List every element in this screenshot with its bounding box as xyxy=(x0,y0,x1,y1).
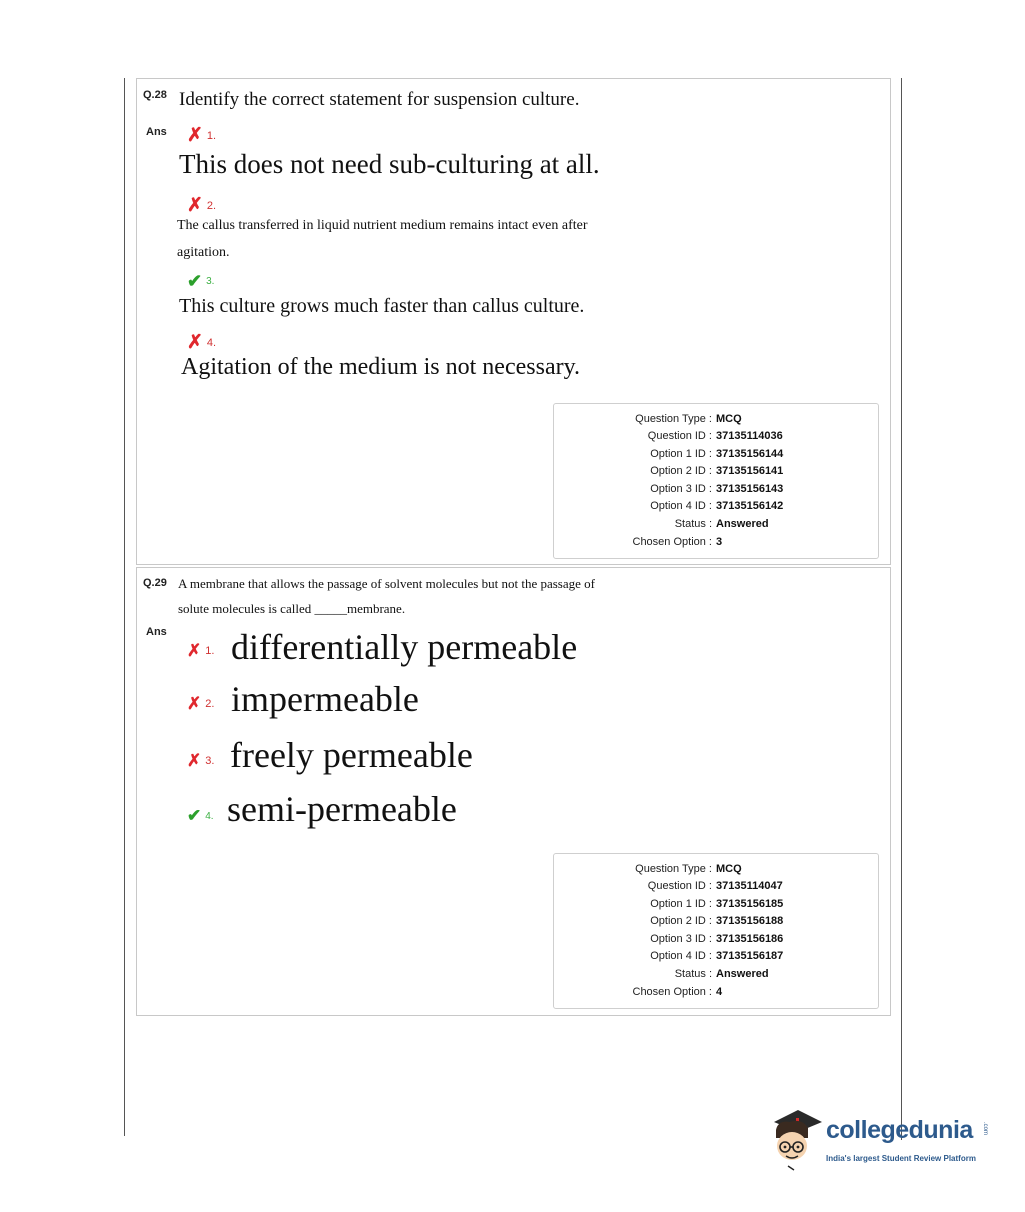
cross-icon: ✗ xyxy=(187,751,202,770)
meta-key: Option 3 ID : xyxy=(650,933,712,945)
question-text-line-1: A membrane that allows the passage of solvent molecules but not the passage of xyxy=(178,576,595,591)
option-3-text: freely permeable xyxy=(230,735,473,775)
meta-row xyxy=(554,950,878,962)
meta-key: Option 2 ID : xyxy=(650,465,712,477)
meta-key: Option 3 ID : xyxy=(650,483,712,495)
option-4-mark xyxy=(187,331,216,354)
cross-icon: ✗ xyxy=(187,641,202,660)
cross-icon: ✗ xyxy=(187,195,203,216)
option-1-mark xyxy=(187,124,216,147)
meta-value: MCQ xyxy=(716,413,742,425)
meta-key: Option 1 ID : xyxy=(650,898,712,910)
page-right-rule xyxy=(901,78,902,1140)
option-2-text-line-1: The callus transferred in liquid nutrient medium remains intact even after xyxy=(177,218,588,233)
meta-row xyxy=(554,933,878,945)
meta-value: 37135156187 xyxy=(716,950,784,962)
meta-value: 37135156185 xyxy=(716,898,784,910)
question-28-metadata xyxy=(553,403,879,559)
meta-value: MCQ xyxy=(716,863,742,875)
meta-key: Option 1 ID : xyxy=(650,448,712,460)
meta-value: 37135156141 xyxy=(716,465,784,477)
meta-row xyxy=(554,413,878,425)
meta-row xyxy=(554,518,878,530)
collegedunia-logo xyxy=(768,1104,993,1172)
meta-value: 37135156186 xyxy=(716,933,784,945)
cross-icon: ✗ xyxy=(187,694,202,713)
option-3-mark xyxy=(187,271,214,292)
meta-row xyxy=(554,968,878,980)
meta-value: Answered xyxy=(716,968,769,980)
option-1-mark xyxy=(187,641,214,661)
option-3-text: This culture grows much faster than callus culture. xyxy=(179,295,585,317)
check-icon: ✔ xyxy=(187,271,203,291)
option-2-text: impermeable xyxy=(231,679,419,719)
meta-value: 37135114047 xyxy=(716,880,783,892)
meta-key: Option 4 ID : xyxy=(650,950,712,962)
option-number: 4. xyxy=(206,336,217,349)
option-4-text: semi-permeable xyxy=(227,789,457,829)
meta-key: Option 4 ID : xyxy=(650,500,712,512)
option-2-text-line-2: agitation. xyxy=(177,245,230,260)
meta-key: Option 2 ID : xyxy=(650,915,712,927)
meta-key: Status : xyxy=(674,518,712,530)
page-left-rule xyxy=(124,78,125,1136)
meta-key: Question Type : xyxy=(635,413,712,425)
meta-value: 37135156144 xyxy=(716,448,784,460)
meta-value: 4 xyxy=(716,986,723,998)
option-4-mark xyxy=(187,806,214,826)
option-number: 2. xyxy=(205,698,215,710)
question-number: Q.28 xyxy=(143,89,167,101)
meta-key: Chosen Option : xyxy=(632,536,712,548)
option-3-mark xyxy=(187,751,214,771)
cross-icon: ✗ xyxy=(187,125,203,146)
meta-row xyxy=(554,898,878,910)
cross-icon: ✗ xyxy=(187,332,203,353)
meta-value: 37135156142 xyxy=(716,500,784,512)
meta-row xyxy=(554,448,878,460)
question-29-metadata xyxy=(553,853,879,1009)
meta-row xyxy=(554,880,878,892)
meta-row xyxy=(554,430,878,442)
meta-value: Answered xyxy=(716,518,769,530)
answer-label: Ans xyxy=(146,126,167,138)
answer-label: Ans xyxy=(146,626,167,638)
meta-row xyxy=(554,863,878,875)
meta-key: Chosen Option : xyxy=(632,986,712,998)
meta-value: 37135156188 xyxy=(716,915,784,927)
meta-value: 37135156143 xyxy=(716,483,784,495)
meta-key: Question Type : xyxy=(635,863,712,875)
meta-row xyxy=(554,500,878,512)
meta-row xyxy=(554,465,878,477)
question-text: Identify the correct statement for suspension culture. xyxy=(179,89,580,110)
option-number: 2. xyxy=(206,199,217,212)
meta-row xyxy=(554,986,878,998)
option-number: 3. xyxy=(206,276,215,287)
meta-key: Question ID : xyxy=(647,880,712,892)
logo-tagline: India's largest Student Review Platform xyxy=(826,1154,976,1163)
option-2-mark xyxy=(187,694,214,714)
question-number: Q.29 xyxy=(143,577,167,589)
option-number: 1. xyxy=(205,645,215,657)
option-2-mark xyxy=(187,194,216,217)
meta-value: 37135114036 xyxy=(716,430,783,442)
option-1-text: This does not need sub-culturing at all. xyxy=(179,149,600,179)
mascot-icon xyxy=(768,1104,824,1172)
option-number: 3. xyxy=(205,755,215,767)
meta-row xyxy=(554,483,878,495)
meta-row xyxy=(554,915,878,927)
check-icon: ✔ xyxy=(187,806,202,825)
logo-name: collegedunia xyxy=(826,1116,973,1144)
logo-suffix: .com xyxy=(982,1122,988,1136)
option-number: 1. xyxy=(206,129,217,142)
option-4-text: Agitation of the medium is not necessary. xyxy=(181,354,581,380)
option-1-text: differentially permeable xyxy=(231,627,578,667)
question-text-line-2: solute molecules is called _____membrane. xyxy=(178,601,406,616)
meta-key: Question ID : xyxy=(647,430,712,442)
meta-key: Status : xyxy=(674,968,712,980)
meta-row xyxy=(554,536,878,548)
option-number: 4. xyxy=(205,810,214,822)
meta-value: 3 xyxy=(716,536,723,548)
